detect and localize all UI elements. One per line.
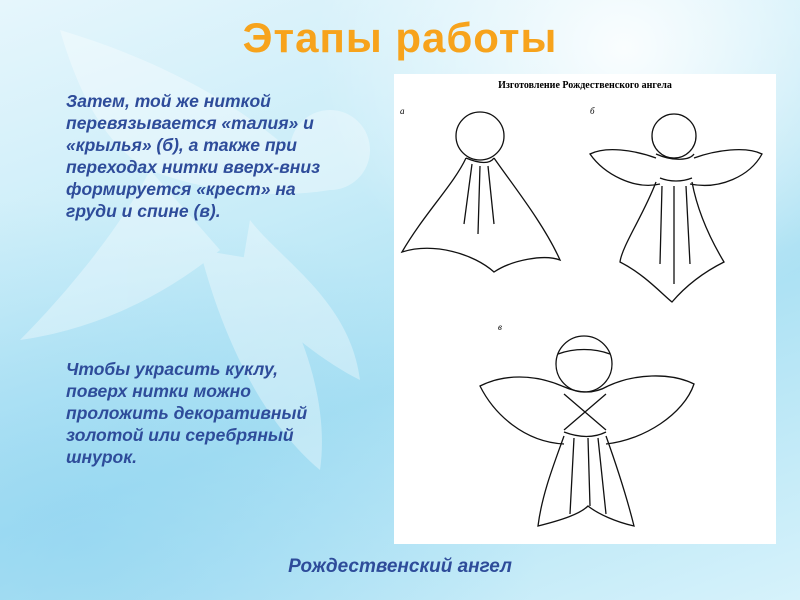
angel-stage-a-drawing xyxy=(402,112,560,272)
figure-label-c: в xyxy=(498,322,502,332)
figure-label-b: б xyxy=(590,106,595,116)
figure-label-a: а xyxy=(400,106,405,116)
angel-stage-c-drawing xyxy=(480,336,694,526)
figure-title: Изготовление Рождественского ангела xyxy=(498,80,672,91)
angel-diagram xyxy=(394,74,776,544)
slide-caption: Рождественский ангел xyxy=(288,556,512,577)
instruction-paragraph-2: Чтобы украсить куклу, поверх нитки можно проложить декоративный золотой или серебряный шнурок. xyxy=(66,359,308,467)
angel-stage-b-drawing xyxy=(590,114,762,302)
slide-title: Этапы работы xyxy=(242,14,558,61)
angel-diagram-panel xyxy=(394,74,776,544)
instruction-paragraph-1: Затем, той же ниткой перевязывается «талия» и «крылья» (б), а также при переходах нитки вверх-вниз формируется «крест» на груди и спине (в). xyxy=(66,91,320,221)
